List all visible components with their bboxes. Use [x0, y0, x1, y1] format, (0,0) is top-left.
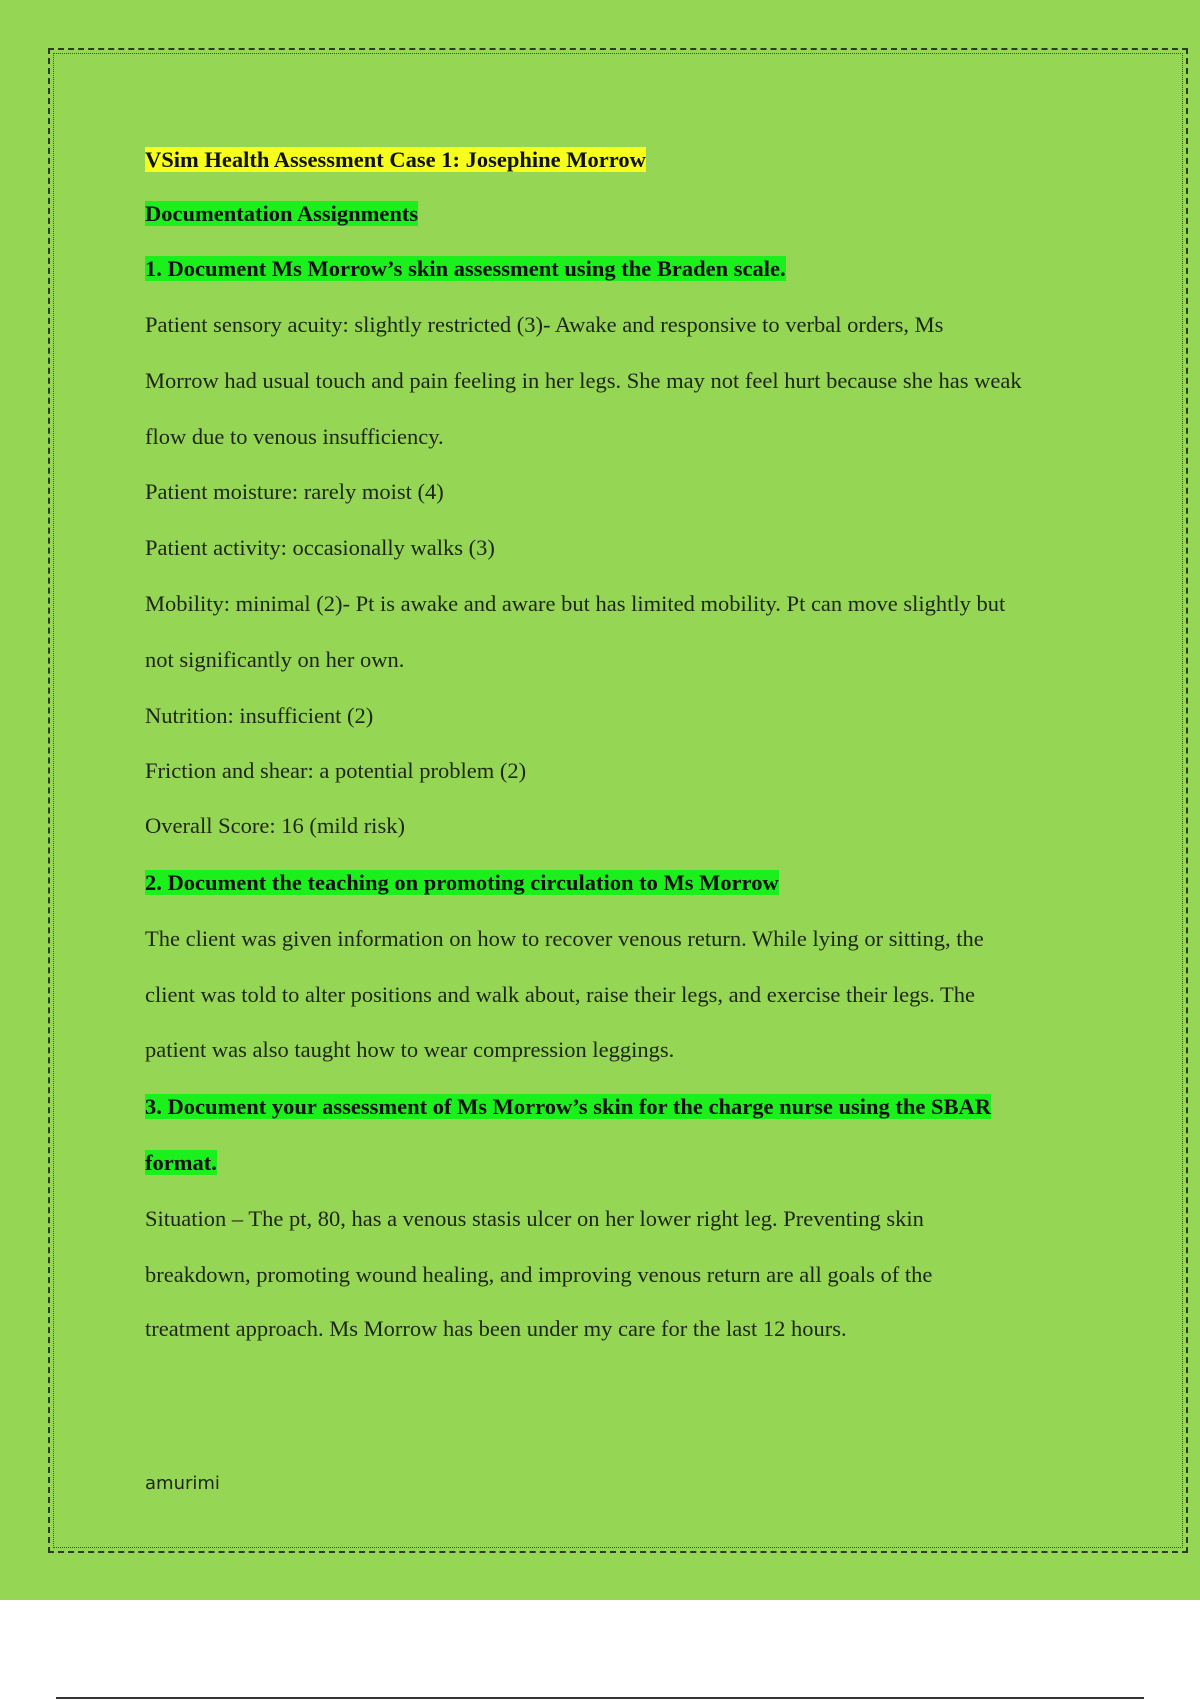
- section-1-heading: 1. Document Ms Morrow’s skin assessment using the Braden scale.: [145, 256, 786, 281]
- section-3-heading-line: [145, 1092, 991, 1122]
- section-1-text-line: Patient sensory acuity: slightly restricted (3)- Awake and responsive to verbal orders, Ms: [145, 312, 944, 337]
- divider: [56, 1697, 1144, 1699]
- section-3-heading: 3. Document your assessment of Ms Morrow’s skin for the charge nurse using the SBAR: [145, 1094, 992, 1119]
- section-2-text-line: The client was given information on how to recover venous return. While lying or sitting, the: [145, 926, 984, 951]
- document-title-line: [145, 145, 646, 175]
- section-3-heading: format.: [145, 1150, 217, 1175]
- section-1-text-line: not significantly on her own.: [145, 647, 405, 672]
- section-3-text-line: treatment approach. Ms Morrow has been under my care for the last 12 hours.: [145, 1316, 847, 1341]
- section-3-text-line: breakdown, promoting wound healing, and improving venous return are all goals of the: [145, 1262, 933, 1287]
- overall-score-line: Overall Score: 16 (mild risk): [145, 813, 405, 838]
- section-1-text-line: Nutrition: insufficient (2): [145, 703, 374, 728]
- section-2-heading: 2. Document the teaching on promoting circulation to Ms Morrow: [145, 870, 779, 895]
- section-1-text-line: Friction and shear: a potential problem (2): [145, 758, 527, 783]
- section-3-heading-line: [145, 1148, 217, 1178]
- section-2-heading-line: [145, 868, 779, 898]
- section-1-heading-line: [145, 254, 786, 284]
- document-title: VSim Health Assessment Case 1: Josephine Morrow: [145, 147, 646, 172]
- section-1-text-line: Mobility: minimal (2)- Pt is awake and aware but has limited mobility. Pt can move slightly but: [145, 591, 1006, 616]
- document-subtitle: Documentation Assignments: [145, 201, 419, 226]
- section-1-text-line: Patient activity: occasionally walks (3): [145, 535, 495, 560]
- section-3-text-line: Situation – The pt, 80, has a venous stasis ulcer on her lower right leg. Preventing skin: [145, 1206, 924, 1231]
- section-1-text-line: Patient moisture: rarely moist (4): [145, 479, 444, 504]
- footer-author: amurimi: [145, 1473, 220, 1494]
- section-1-text-line: Morrow had usual touch and pain feeling in her legs. She may not feel hurt because she has weak: [145, 368, 1022, 393]
- section-1-text-line: flow due to venous insufficiency.: [145, 424, 444, 449]
- document-subtitle-line: [145, 199, 418, 229]
- section-2-text-line: client was told to alter positions and walk about, raise their legs, and exercise their legs. The: [145, 982, 975, 1007]
- section-2-text-line: patient was also taught how to wear compression leggings.: [145, 1037, 675, 1062]
